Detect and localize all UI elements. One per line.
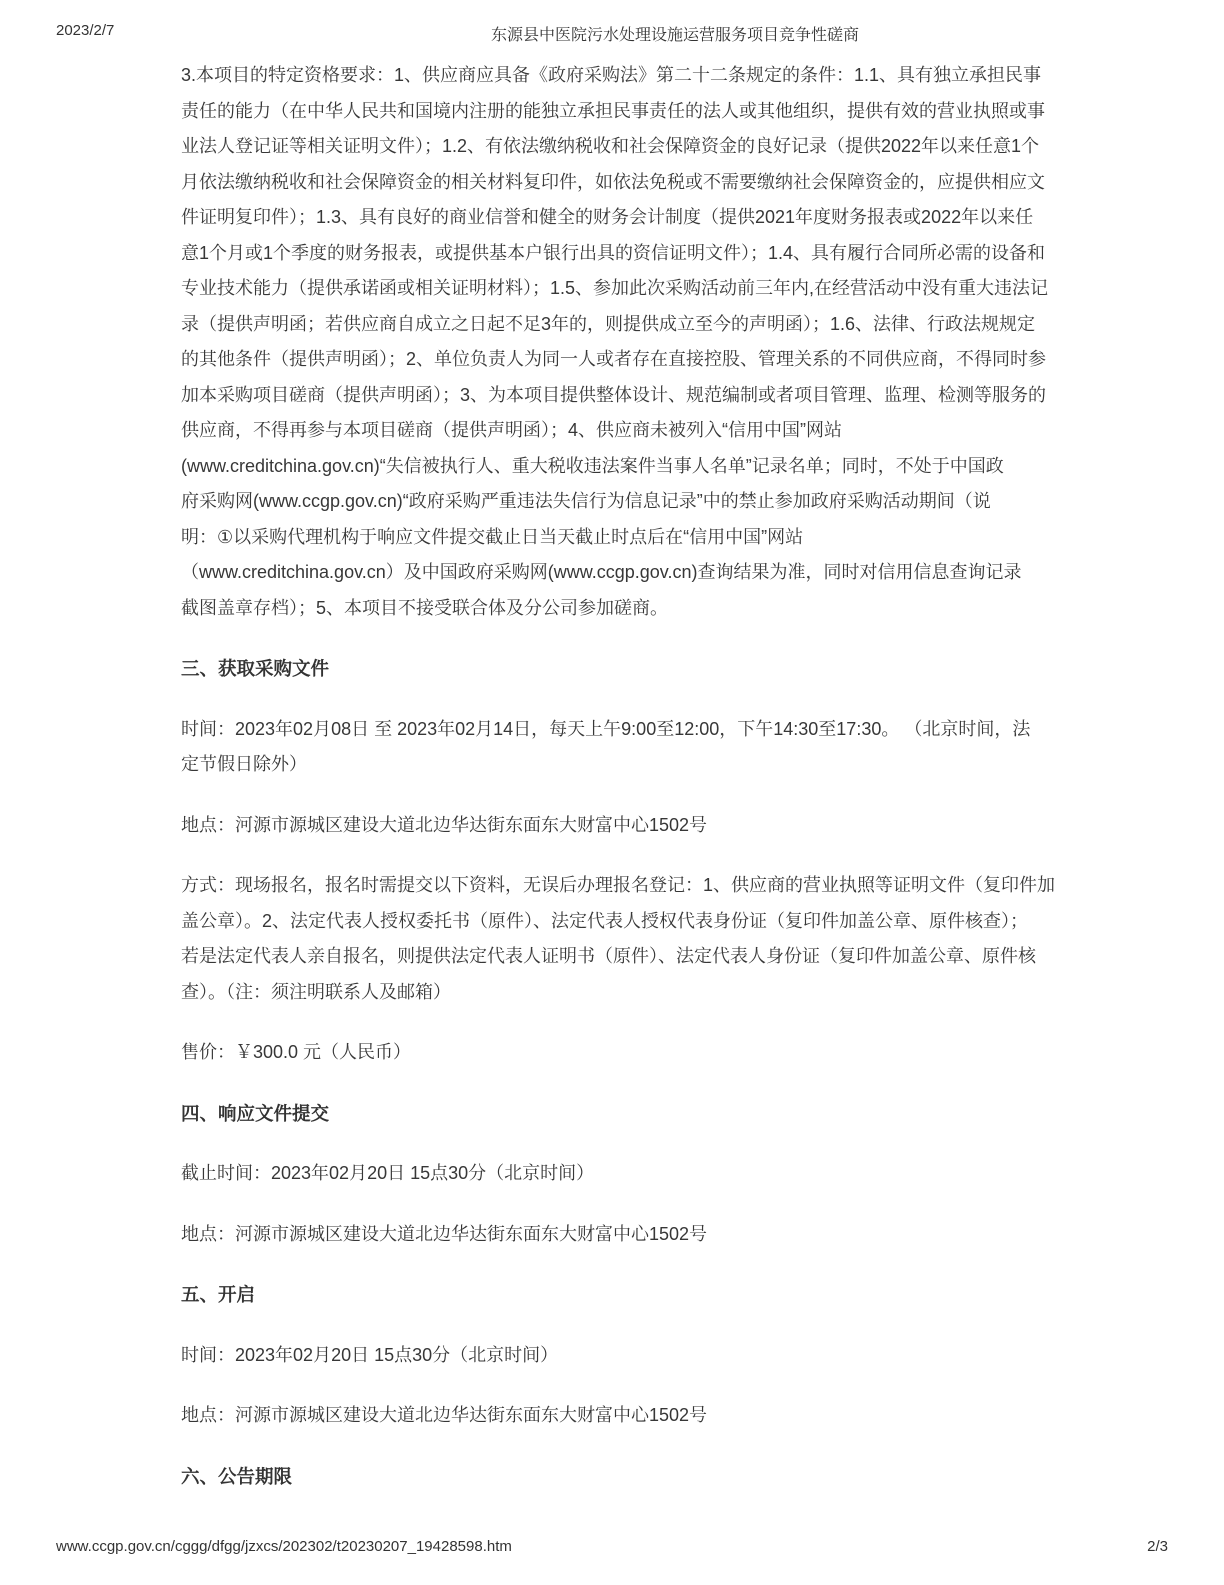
text-line: 五、开启 — [181, 1284, 256, 1305]
text-line: 业法人登记证等相关证明文件）；1.2、有依法缴纳税收和社会保障资金的良好记录（提供2022年以来任意1个 — [181, 136, 1040, 156]
page-number: 2/3 — [1147, 1538, 1168, 1555]
text-line: 售价：￥300.0 元（人民币） — [181, 1042, 412, 1062]
text-line: 时间：2023年02月20日 15点30分（北京时间） — [181, 1344, 559, 1365]
text-line: 专业技术能力（提供承诺函或相关证明材料）；1.5、参加此次采购活动前三年内,在经营活动中没有重大违法记 — [181, 278, 1049, 298]
text-line: 地点：河源市源城区建设大道北边华达街东面东大财富中心1502号 — [181, 1405, 708, 1425]
print-footer — [56, 1538, 1168, 1555]
text-line: 查）。（注：须注明联系人及邮箱） — [181, 981, 451, 1002]
text-line: 供应商，不得再参与本项目磋商（提供声明函）；4、供应商未被列入“信用中国”网站 — [181, 420, 842, 440]
text-line: 府采购网(www.ccgp.gov.cn)“政府采购严重违法失信行为信息记录”中的禁止参加政府采购活动期间（说 — [181, 491, 991, 511]
text-line: 时间：2023年02月08日 至 2023年02月14日，每天上午9:00至12:00，下午14:30至17:30。 （北京时间，法 — [181, 718, 1031, 739]
text-line: 盖公章）。2、法定代表人授权委托书（原件）、法定代表人授权代表身份证（复印件加盖公章、原件核查）； — [181, 910, 1029, 931]
section-heading — [181, 1277, 1051, 1313]
text-line: 截图盖章存档）；5、本项目不接受联合体及分公司参加磋商。 — [181, 597, 669, 618]
print-date: 2023/2/7 — [56, 22, 115, 39]
section-heading — [181, 1459, 1051, 1495]
paragraph — [181, 1035, 1051, 1071]
text-line: 的其他条件（提供声明函）；2、单位负责人为同一人或者存在直接控股、管理关系的不同供应商，不得同时参 — [181, 349, 1047, 369]
text-line: 3.本项目的特定资格要求：1、供应商应具备《政府采购法》第二十二条规定的条件：1.1、具有独立承担民事 — [181, 65, 1042, 85]
paragraph — [181, 868, 1056, 1010]
text-line: 截止时间：2023年02月20日 15点30分（北京时间） — [181, 1163, 595, 1183]
section-heading — [181, 651, 1051, 687]
paragraph — [181, 1398, 1051, 1434]
text-line: (www.creditchina.gov.cn)“失信被执行人、重大税收违法案件当事人名单”记录名单；同时，不处于中国政 — [181, 455, 1004, 476]
text-line: 明：①以采购代理机构于响应文件提交截止日当天截止时点后在“信用中国”网站 — [181, 526, 804, 547]
section-heading — [181, 1096, 1051, 1132]
text-line: 意1个月或1个季度的财务报表，或提供基本户银行出具的资信证明文件）；1.4、具有履行合同所必需的设备和 — [181, 242, 1046, 263]
text-line: 若是法定代表人亲自报名，则提供法定代表人证明书（原件）、法定代表人身份证（复印件加盖公章、原件核 — [181, 946, 1036, 966]
text-line: 件证明复印件）；1.3、具有良好的商业信誉和健全的财务会计制度（提供2021年度财务报表或2022年以来任 — [181, 207, 1034, 227]
print-header — [56, 22, 1168, 46]
text-line: 月依法缴纳税收和社会保障资金的相关材料复印件，如依法免税或不需要缴纳社会保障资金的，应提供相应文 — [181, 171, 1045, 192]
paragraph — [181, 1156, 1051, 1192]
text-line: 六、公告期限 — [181, 1465, 293, 1487]
page-title: 东源县中医院污水处理设施运营服务项目竞争性磋商 — [490, 27, 860, 44]
text-line: 定节假日除外） — [181, 754, 307, 774]
text-line: 三、获取采购文件 — [181, 658, 330, 679]
source-url: www.ccgp.gov.cn/cggg/dfgg/jzxcs/202302/t20230207_19428598.htm — [56, 1538, 512, 1555]
paragraph — [181, 808, 1051, 844]
text-line: 方式：现场报名，报名时需提交以下资料，无误后办理报名登记：1、供应商的营业执照等证明文件（复印件加 — [181, 875, 1056, 895]
text-line: 加本采购项目磋商（提供声明函）；3、为本项目提供整体设计、规范编制或者项目管理、监理、检测等服务的 — [181, 384, 1047, 405]
text-line: （www.creditchina.gov.cn）及中国政府采购网(www.ccgp.gov.cn)查询结果为准，同时对信用信息查询记录 — [181, 562, 1022, 582]
text-line: 四、响应文件提交 — [181, 1102, 330, 1124]
text-line: 地点：河源市源城区建设大道北边华达街东面东大财富中心1502号 — [181, 814, 708, 835]
text-line: 录（提供声明函；若供应商自成立之日起不足3年的，则提供成立至今的声明函）；1.6、法律、行政法规规定 — [181, 313, 1036, 334]
paragraph — [181, 712, 1051, 783]
paragraph — [181, 1217, 1051, 1253]
paragraph — [181, 58, 1051, 626]
document-body — [181, 58, 1056, 1519]
text-line: 地点：河源市源城区建设大道北边华达街东面东大财富中心1502号 — [181, 1223, 708, 1244]
text-line: 责任的能力（在中华人民共和国境内注册的能独立承担民事责任的法人或其他组织，提供有效的营业执照或事 — [181, 100, 1045, 121]
paragraph — [181, 1338, 1051, 1374]
